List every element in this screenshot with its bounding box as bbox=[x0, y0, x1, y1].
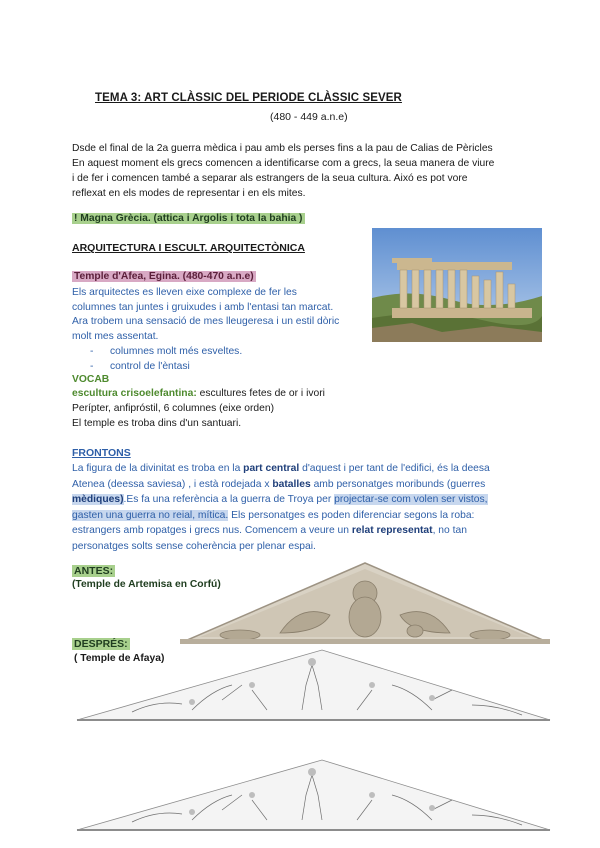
intro-paragraph bbox=[72, 141, 542, 201]
temple-bullet-list bbox=[90, 345, 242, 374]
page-title: TEMA 3: ART CLÀSSIC DEL PERIODE CLÀSSIC SEVER bbox=[95, 92, 402, 104]
despres-label: DESPRÉS: bbox=[74, 638, 128, 650]
temple-line: Ara trobem una sensació de mes lleugeresa i un estil dòric bbox=[72, 316, 340, 327]
artemis-pediment-image bbox=[180, 555, 550, 645]
temple-line: Els arquitectes es lleven eixe complexe de fer les bbox=[72, 287, 297, 298]
frontons-paragraph: La figura de la divinitat es troba en la part central d'aquest i per tant de l'edifici, és la deesa Atenea (deessa saviesa) , i està rodejada x batalles amb personatges moribunds (guerres mèdiques).Es fa una referència a la guerra de Troya per projectar-se com volen ser vistos, gasten una guerra no reial, mítica. Els personatges es poden diferenciar segons la roba: estrangers amb ropatges i grecs nus. Comencem a veure un relat representat, no tan personatges solts sense coherència per plenar espai. bbox=[72, 463, 490, 552]
intro-line: Dsde el final de la 2a guerra mèdica i pau amb els perses fins a la pau de Calias de Pèricles bbox=[72, 143, 493, 154]
intro-line: En aquest moment els grecs comencen a identificarse com a grecs, la seua manera de viure bbox=[72, 158, 495, 169]
frontons-heading: FRONTONS bbox=[72, 447, 131, 459]
architecture-heading: ARQUITECTURA I ESCULT. ARQUITECTÒNICA bbox=[72, 242, 305, 254]
temple-afea-heading: Temple d'Afea, Egina. (480-470 a.n.e) bbox=[74, 271, 254, 282]
vocab-line-3: El temple es troba dins d'un santuari. bbox=[72, 418, 242, 429]
vocab-definition: escultura crisoelefantina: escultures fetes de or i ivori bbox=[72, 388, 325, 399]
temple-line: molt mes assentat. bbox=[72, 330, 159, 342]
vocab-line-2: Perípter, anfipróstil, 6 columnes (eixe orden) bbox=[72, 403, 275, 414]
vocab-heading: VOCAB bbox=[72, 374, 110, 385]
list-item: - columnes molt més esveltes. bbox=[90, 346, 243, 357]
temple-description bbox=[72, 286, 372, 344]
temple-photo bbox=[372, 228, 542, 342]
afaya-pediments-drawing bbox=[72, 640, 552, 840]
temple-line: columnes tan juntes i gruixudes i amb l'entasi tan marcat. bbox=[72, 301, 334, 313]
intro-line: reflexat en els modes de representar i en els mites. bbox=[72, 188, 306, 199]
antes-label: ANTES: bbox=[74, 565, 114, 577]
list-item: - control de l'èntasi bbox=[90, 360, 190, 372]
despres-caption: ( Temple de Afaya) bbox=[74, 653, 165, 664]
period-dates: (480 - 449 a.n.e) bbox=[270, 111, 348, 123]
intro-line: i de fer i comencen també a separar als estrangers de la seua cultura. Aixó es pot vore bbox=[72, 173, 468, 184]
magna-grecia-note: ! Magna Grècia. (attica i Argolis i tota la bahia ) bbox=[74, 213, 303, 224]
antes-caption: (Temple de Artemisa en Corfú) bbox=[72, 579, 221, 590]
vocab-term: escultura crisoelefantina: bbox=[72, 388, 197, 399]
